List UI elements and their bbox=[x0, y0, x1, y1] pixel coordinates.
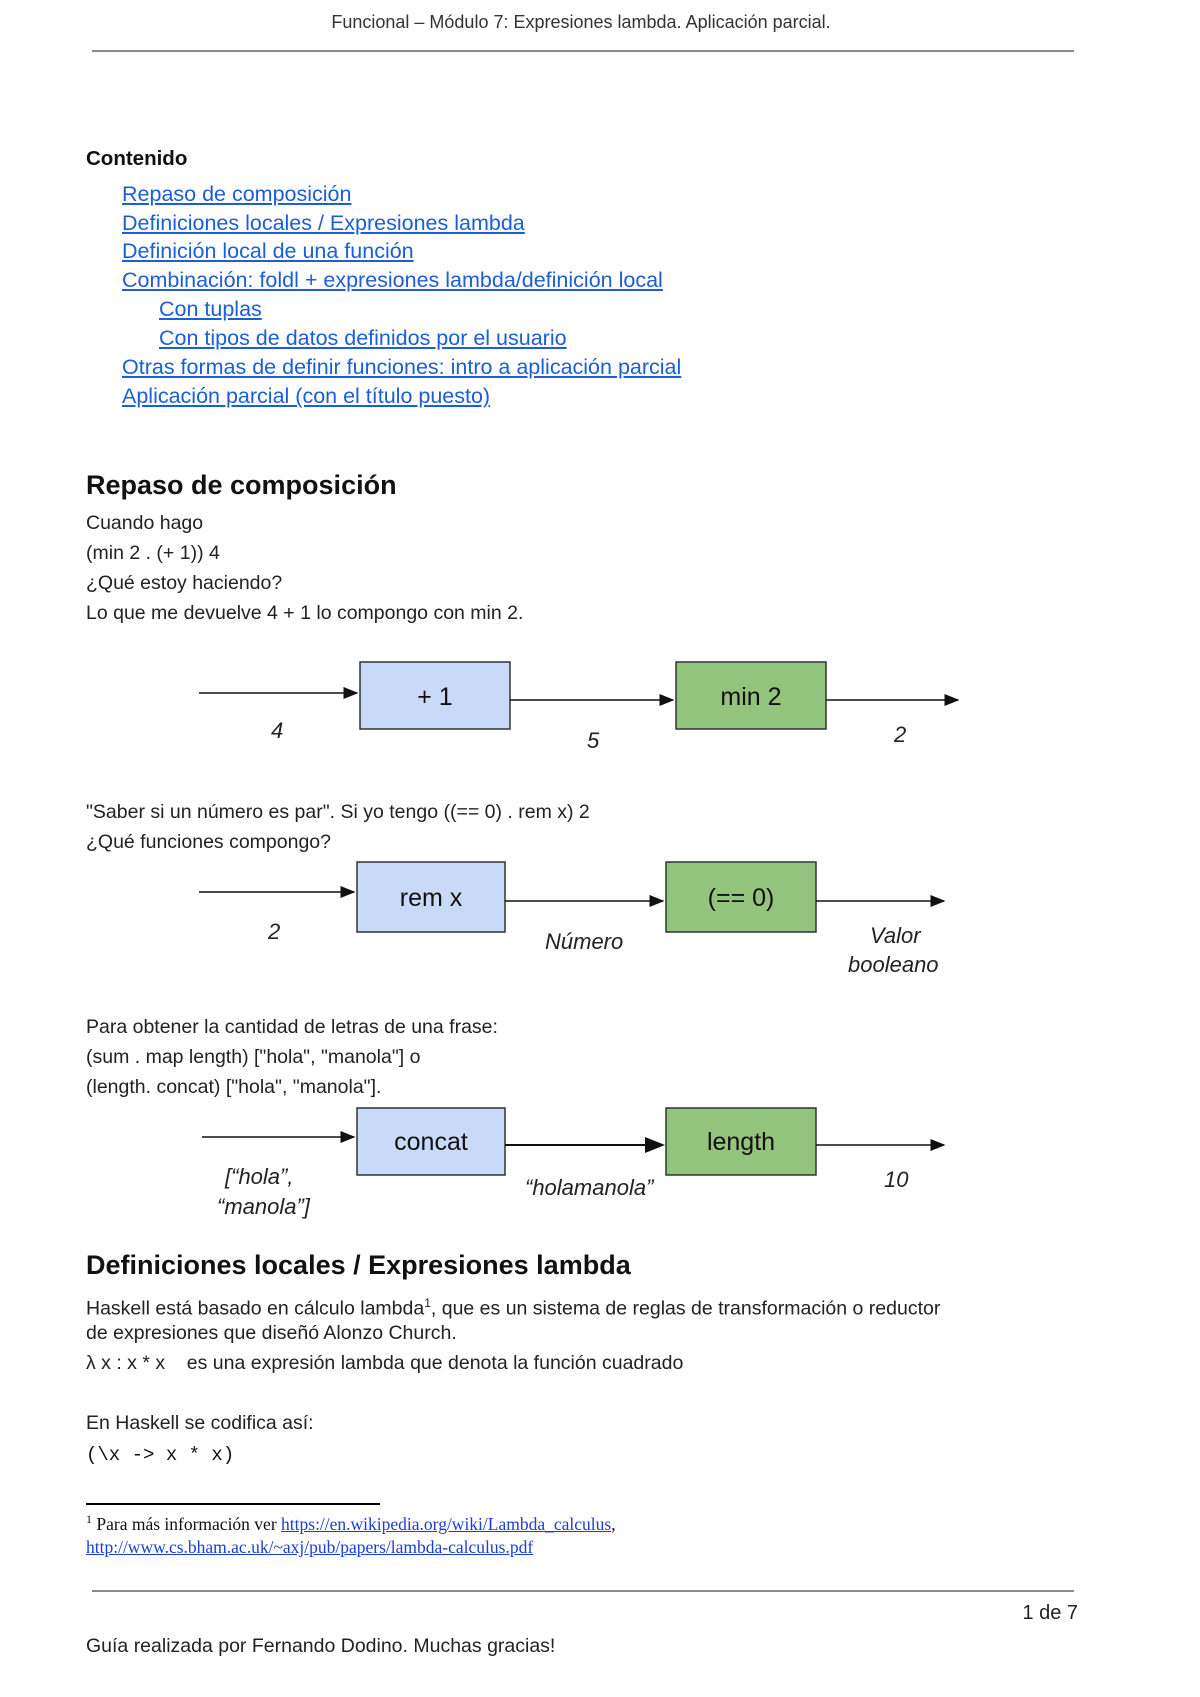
body-line: λ x : x * x es una expresión lambda que denota la función cuadrado bbox=[86, 1352, 684, 1374]
footnote-ref[interactable]: 1 bbox=[424, 1296, 431, 1310]
svg-text:Número: Número bbox=[545, 929, 624, 954]
section-heading-definiciones-locales: Definiciones locales / Expresiones lambda bbox=[86, 1250, 631, 1280]
code-snippet: (\x -> x * x) bbox=[86, 1444, 235, 1466]
svg-text:Valor: Valor bbox=[870, 923, 921, 948]
body-line: "Saber si un número es par". Si yo tengo ((== 0) . rem x) 2 bbox=[86, 801, 590, 823]
page-header-title: Funcional – Módulo 7: Expresiones lambda. Aplicación parcial. bbox=[331, 12, 831, 32]
body-line: En Haskell se codifica así: bbox=[86, 1412, 314, 1434]
composition-diagram-1 bbox=[0, 650, 1200, 770]
svg-text:[“hola”,: [“hola”, bbox=[225, 1164, 294, 1189]
footnote-line-2 bbox=[86, 1537, 533, 1558]
footnote-divider bbox=[86, 1503, 380, 1505]
body-text: , que es un sistema de reglas de transformación o reductor bbox=[430, 1297, 941, 1320]
svg-text:10: 10 bbox=[884, 1167, 909, 1192]
body-line: (sum . map length) ["hola", "manola"] o bbox=[86, 1046, 421, 1068]
toc-link-definiciones-locales[interactable]: Definiciones locales / Expresiones lambda bbox=[122, 211, 525, 235]
body-line: ¿Qué funciones compongo? bbox=[86, 831, 331, 853]
svg-text:2: 2 bbox=[894, 722, 907, 747]
svg-text:length: length bbox=[706, 1128, 776, 1156]
toc-link-aplicacion-parcial[interactable]: Aplicación parcial (con el título puesto) bbox=[122, 384, 491, 408]
footer-credit: Guía realizada por Fernando Dodino. Muchas gracias! bbox=[86, 1635, 556, 1657]
body-line: Cuando hago bbox=[86, 512, 204, 534]
header-divider bbox=[92, 50, 1074, 52]
footnote-text: Para más información ver bbox=[92, 1513, 282, 1534]
footnote-separator: , bbox=[611, 1513, 616, 1534]
composition-diagram-3 bbox=[0, 1100, 1200, 1230]
body-line: (min 2 . (+ 1)) 4 bbox=[86, 542, 220, 564]
toc-link-con-tipos-de-datos[interactable]: Con tipos de datos definidos por el usuario bbox=[159, 326, 567, 350]
svg-text:booleano: booleano bbox=[848, 952, 939, 977]
toc-link-otras-formas[interactable]: Otras formas de definir funciones: intro a aplicación parcial bbox=[122, 355, 682, 379]
svg-text:concat: concat bbox=[394, 1128, 468, 1156]
footnote-line-1 bbox=[86, 1512, 616, 1535]
body-line: de expresiones que diseñó Alonzo Church. bbox=[86, 1322, 457, 1344]
svg-text:+ 1: + 1 bbox=[417, 683, 453, 711]
svg-text:4: 4 bbox=[271, 718, 284, 743]
svg-text:5: 5 bbox=[587, 728, 600, 753]
toc-link-combinacion[interactable]: Combinación: foldl + expresiones lambda/definición local bbox=[122, 268, 663, 292]
toc-link-con-tuplas[interactable]: Con tuplas bbox=[159, 297, 262, 321]
body-line: (length. concat) ["hola", "manola"]. bbox=[86, 1076, 382, 1098]
svg-text:2: 2 bbox=[268, 919, 281, 944]
toc-link-definicion-local-funcion[interactable]: Definición local de una función bbox=[122, 239, 414, 263]
svg-text:(== 0): (== 0) bbox=[707, 884, 775, 912]
body-line: Para obtener la cantidad de letras de una frase: bbox=[86, 1016, 498, 1038]
section-heading-repaso: Repaso de composición bbox=[86, 470, 397, 500]
footer-divider bbox=[92, 1590, 1074, 1592]
body-text: Haskell está basado en cálculo lambda bbox=[86, 1297, 425, 1320]
svg-text:“holamanola”: “holamanola” bbox=[525, 1175, 654, 1200]
svg-text:min 2: min 2 bbox=[720, 683, 782, 711]
footnote-link-bham[interactable]: http://www.cs.bham.ac.uk/~axj/pub/papers/lambda-calculus.pdf bbox=[86, 1537, 534, 1557]
body-line: Lo que me devuelve 4 + 1 lo compongo con min 2. bbox=[86, 602, 524, 624]
footnote-number: 1 bbox=[86, 1512, 92, 1526]
page-number: 1 de 7 bbox=[1022, 1602, 1078, 1624]
svg-text:“manola”]: “manola”] bbox=[217, 1194, 310, 1219]
toc-title: Contenido bbox=[86, 147, 188, 170]
svg-text:rem x: rem x bbox=[399, 884, 463, 912]
composition-diagram-2 bbox=[0, 855, 1200, 985]
body-line: ¿Qué estoy haciendo? bbox=[86, 572, 283, 594]
toc-link-repaso[interactable]: Repaso de composición bbox=[122, 182, 352, 206]
footnote-link-wikipedia[interactable]: https://en.wikipedia.org/wiki/Lambda_calculus bbox=[281, 1513, 612, 1534]
